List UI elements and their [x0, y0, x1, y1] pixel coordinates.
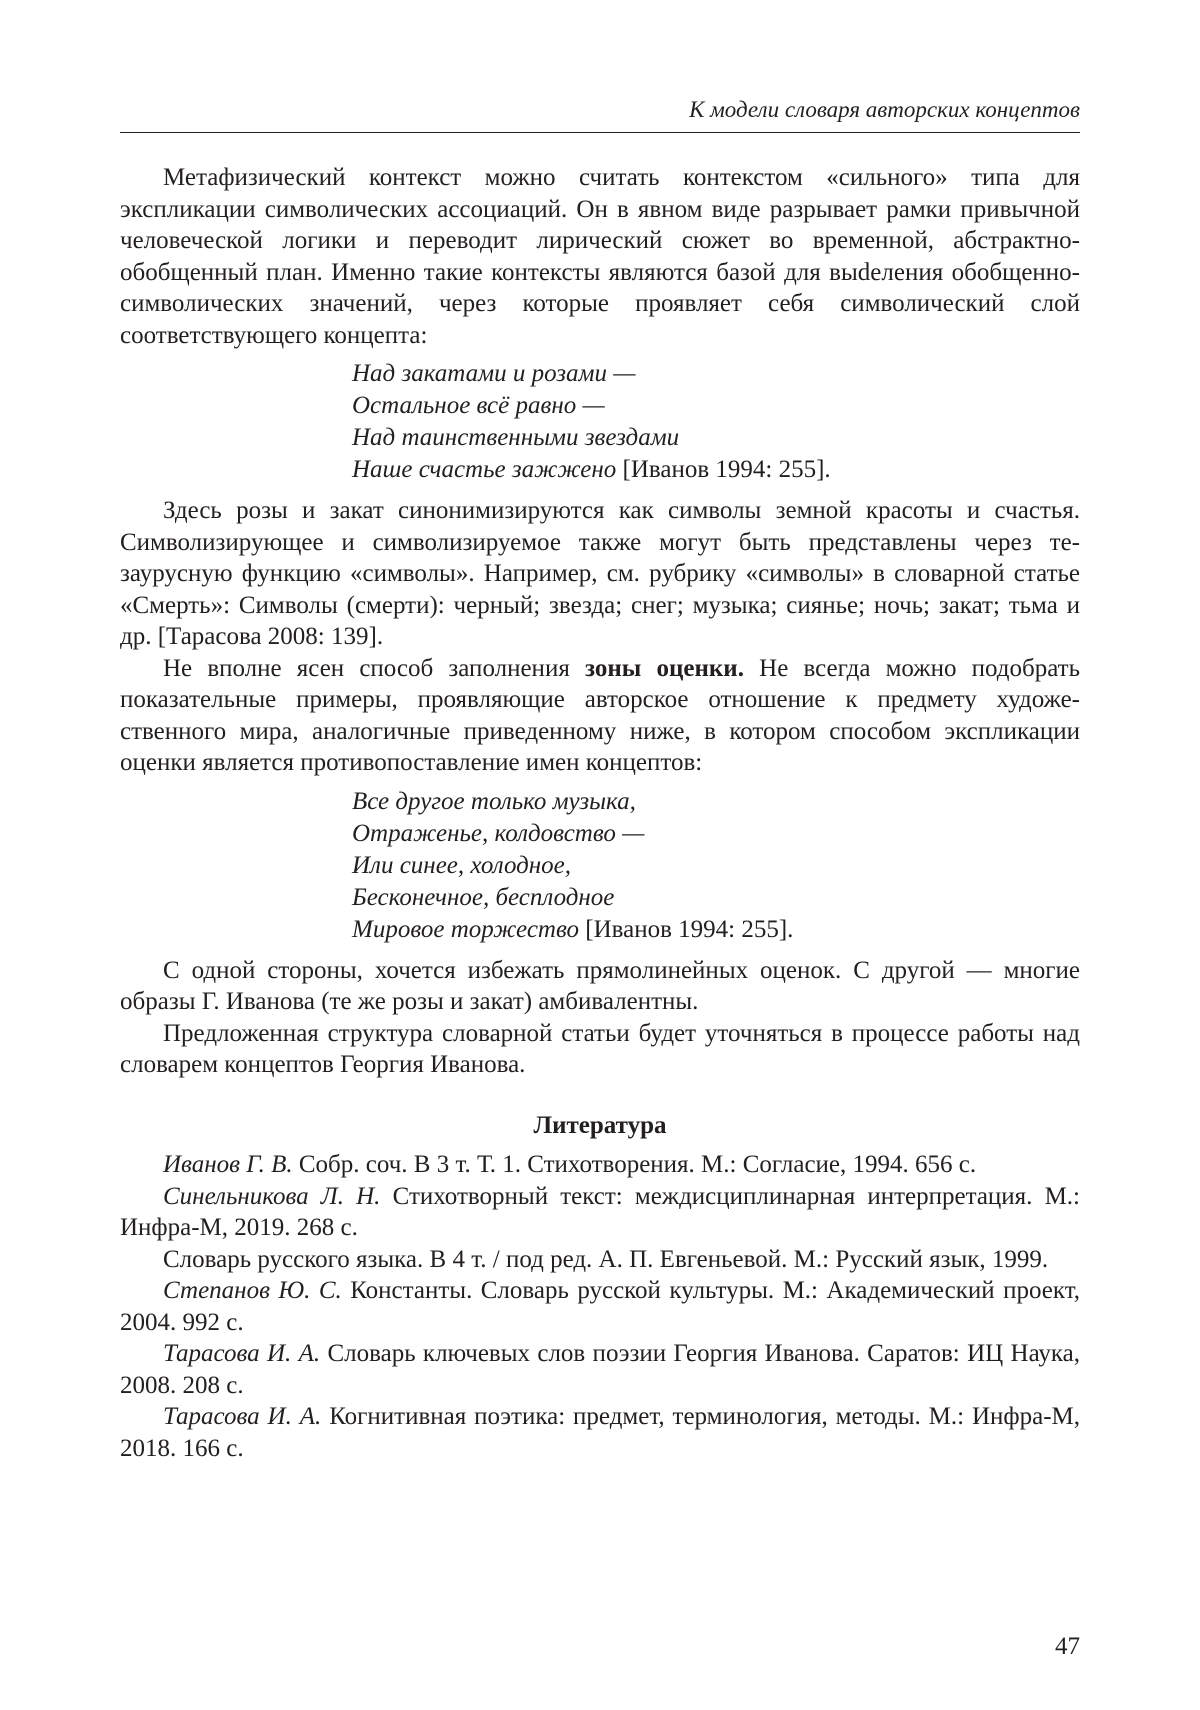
verse-line: Все другое только музыка,: [352, 787, 636, 815]
reference-entry: [120, 1244, 1080, 1276]
verse-line: Отраженье, колдовство —: [352, 819, 645, 847]
reference-entry: [120, 1401, 1080, 1464]
verse-line-with-citation: [352, 914, 1080, 946]
header-rule: [120, 132, 1080, 133]
reference-author: Тарасова И. А.: [163, 1403, 322, 1430]
reference-author: Иванов Г. В.: [163, 1151, 293, 1178]
paragraph-metaphysical-context: Метафизический контекст можно считать контекстом «сильного» типа для экспликации символических ассоциаций. Он в явном виде разрывает рамки привычной человеческой логики и переводит лирический сюжет во временной, абстрактно-обобщенный план. Именно такие контексты являются базой для выdеления обобщенно-символических значений, через которые проявляет себя символический слой соответствующего концепта:: [120, 164, 1080, 349]
verse-citation: [Иванов 1994: 255].: [585, 915, 794, 943]
reference-author: Синельникова Л. Н.: [163, 1182, 381, 1210]
bold-term: зоны оценки.: [585, 654, 744, 682]
reference-author: Степанов Ю. С.: [163, 1277, 342, 1304]
paragraph-evaluation-zone: [120, 653, 1080, 779]
running-header: К модели словаря авторских концептов: [689, 97, 1080, 122]
verse-quote-1: [352, 358, 1080, 486]
paragraph-proposed-structure: Предложенная структура словарной статьи будет уточняться в процессе работы над словарем концептов Георгия Иванова.: [120, 1019, 1080, 1078]
verse-line: Над таинственными звездами: [352, 424, 680, 451]
reference-text: Константы. Словарь русской культуры. М.: Академический проект, 2004. 992 с.: [120, 1277, 1080, 1336]
reference-text: Когнитивная поэтика: предмет, терминология, методы. М.: Инфра-М, 2018. 166 с.: [120, 1403, 1081, 1462]
references-list: [120, 1149, 1080, 1464]
reference-entry: [120, 1149, 1080, 1181]
verse-line: Остальное всё равно —: [352, 392, 605, 419]
verse-line: Мировое торжество: [352, 915, 579, 943]
reference-text: Словарь ключевых слов поэзии Георгия Иванова. Саратов: ИЦ Наука, 2008. 208 с.: [120, 1340, 1081, 1399]
paragraph-text: Не всегда можно подобрать показательные примеры, проявляющие авторское отношение к предмету художественного мира, аналогичные приведенному ниже, в котором способом экспликации оценки является противопоставление имен концептов:: [120, 654, 1080, 776]
verse-quote-2: [352, 786, 1080, 946]
verse-line: Бесконечное, бесплодное: [352, 883, 615, 911]
reference-text: Собр. соч. В 3 т. Т. 1. Стихотворения. М.: Согласие, 1994. 656 с.: [298, 1151, 977, 1178]
verse-citation: [Иванов 1994: 255].: [622, 456, 831, 483]
reference-text: Стихотворный текст: междисциплинарная интерпретация. М.: Инфра-М, 2019. 268 с.: [120, 1182, 1081, 1241]
reference-entry: [120, 1338, 1080, 1401]
literature-heading: Литература: [533, 1111, 667, 1139]
reference-entry: [120, 1275, 1080, 1338]
paragraph-symbols: Здесь розы и закат синонимизируются как символы земной красоты и счастья. Символизирующее и символизируемое также могут быть представлены через тезаурусную функцию «символы». Например, см. рубрику «символы» в словарной статье «Смерть»: Символы (смерти): черный; звезда; снег; музыка; сиянье; ночь; закат; тьма и др. [Тарасова 2008: 139].: [120, 497, 1080, 650]
page-number: 47: [1055, 1633, 1080, 1660]
verse-line: Или синее, холодное,: [352, 851, 572, 879]
verse-line: Над закатами и розами —: [352, 360, 636, 387]
reference-text: Словарь русского языка. В 4 т. / под ред. А. П. Евгеньевой. М.: Русский язык, 1999.: [163, 1245, 1049, 1273]
book-page: [120, 0, 1080, 1710]
reference-entry: [120, 1181, 1080, 1244]
reference-author: Тарасова И. А.: [163, 1340, 321, 1367]
article-body: [120, 162, 1080, 1464]
verse-line: Наше счастье зажжено: [352, 456, 617, 483]
verse-line-with-citation: [352, 454, 1080, 486]
paragraph-text: Не вполне ясен способ заполнения: [163, 654, 585, 682]
paragraph-on-one-hand: С одной стороны, хочется избежать прямолинейных оценок. С другой — многие образы Г. Иванова (те же розы и закат) амбивалентны.: [120, 956, 1080, 1015]
